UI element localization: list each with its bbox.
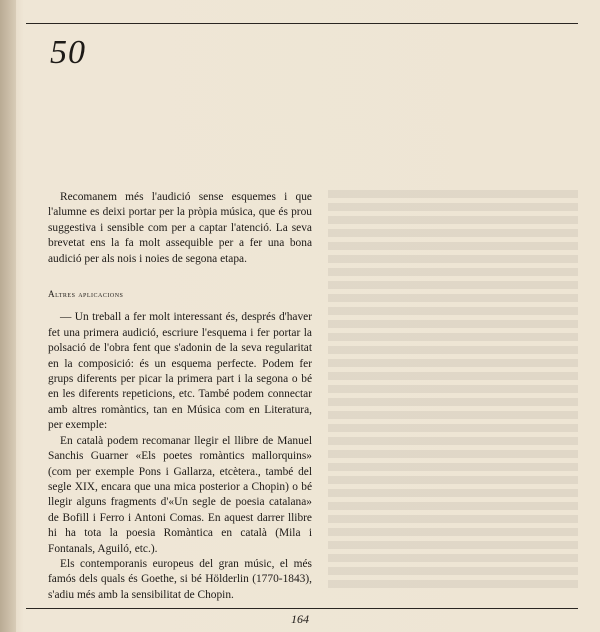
body-paragraph: Els contemporanis europeus del gran músic, el més famós dels quals és Goethe, si bé Hölderlin (1770-1843), s'adiu més amb la sensibilitat de Chopin. xyxy=(48,557,312,601)
section-heading: Altres aplicacions xyxy=(48,289,124,300)
body-paragraph: En català podem recomanar llegir el llibre de Manuel Sanchis Guarner «Els poetes romàntics mallorquins» (com per exemple Pons i Gallarza, etcètera., també del segle XIX, encara que una mica posterior a Chopin) o bé llegir alguns fragments d'«Un segle de poesia catalana» de Bofill i Ferro i Antoni Comas. En aquest darrer llibre hi ha tota la poesia Romàntica en català (Mila i Fontanals, Aguiló, etc.). xyxy=(48,434,312,555)
spacer xyxy=(48,267,312,273)
show-through-text xyxy=(328,190,578,590)
body-paragraph: — Un treball a fer molt interessant és, després d'haver fet una primera audició, escriure l'esquema i fer portar la polsació de l'obra fent que s'adonin de la seva regularitat en la composició: és un esquema perfecte. Podem fer grups diferents per picar la primera part i la segona o bé en les diferents repeticions, etc. També podem connectar amb altres romàntics, tan en Música com en Literatura, per exemple: xyxy=(48,311,312,432)
intro-paragraph: Recomanem més l'audició sense esquemes i que l'alumne es deixi portar per la pròpia música, que és prou suggestiva i sensible com per a captar l'atenció. La seva brevetat ens la fa molt assequible per a fer una bona audició per als nois i noies de segona etapa. xyxy=(48,191,312,265)
top-rule xyxy=(26,23,578,24)
page-number: 164 xyxy=(291,612,309,626)
chapter-number: 50 xyxy=(50,34,86,71)
text-column xyxy=(48,190,312,603)
bottom-rule xyxy=(26,608,578,609)
page-gutter xyxy=(0,0,16,632)
